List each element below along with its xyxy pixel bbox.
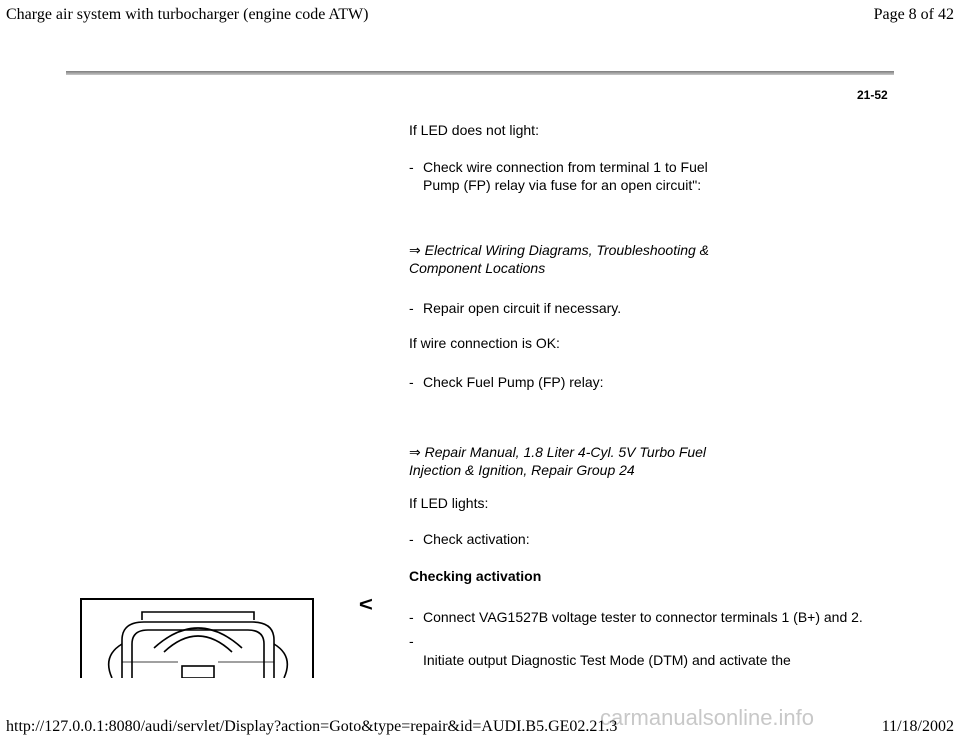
step-bullet: - — [409, 609, 414, 625]
step-bullet: - — [409, 531, 414, 547]
step-bullet: - — [409, 300, 414, 316]
page-number: 21-52 — [857, 88, 888, 102]
watermark-logo: carmanualsonline.info — [600, 705, 815, 730]
paragraph-led-lights: If LED lights: — [409, 495, 489, 511]
paragraph-led-not-lit: If LED does not light: — [409, 122, 539, 138]
step-bullet: - — [409, 374, 414, 390]
paragraph-wire-ok: If wire connection is OK: — [409, 335, 560, 351]
reference-arrow-icon: ⇒ — [409, 242, 421, 258]
figure-pointer-arrow-icon: < — [358, 594, 373, 616]
step-check-fuel-pump-relay: Check Fuel Pump (FP) relay: — [423, 374, 604, 390]
document-title: Charge air system with turbocharger (engine code ATW) — [6, 6, 369, 23]
reference-text-line2[interactable]: Component Locations — [409, 260, 546, 276]
step-connect-voltage-tester: Connect VAG1527B voltage tester to connector terminals 1 (B+) and 2. — [423, 609, 863, 625]
reference-text-line1: Repair Manual, 1.8 Liter 4-Cyl. 5V Turbo Fuel — [424, 444, 707, 460]
reference-text-line1: Electrical Wiring Diagrams, Troubleshooting & — [424, 242, 710, 258]
section-heading: Checking activation — [409, 568, 542, 584]
header-rule — [66, 71, 894, 75]
page-indicator: Page 8 of 42 — [873, 6, 954, 23]
reference-wiring-diagrams[interactable] — [409, 241, 709, 259]
step-check-activation: Check activation: — [423, 531, 530, 547]
connector-figure — [80, 598, 314, 678]
reference-arrow-icon: ⇒ — [409, 444, 421, 460]
reference-text-line2[interactable]: Injection & Ignition, Repair Group 24 — [409, 462, 635, 478]
step-check-wire-line1: Check wire connection from terminal 1 to Fuel — [423, 159, 708, 175]
step-initiate-dtm: Initiate output Diagnostic Test Mode (DTM) and activate the — [423, 652, 791, 668]
footer-url[interactable]: http://127.0.0.1:8080/audi/servlet/Display?action=Goto&type=repair&id=AUDI.B5.GE02.21.3 — [6, 718, 618, 735]
step-bullet: - — [409, 633, 414, 649]
connector-diagram-icon — [82, 600, 312, 678]
step-bullet: - — [409, 159, 414, 175]
step-repair-open-circuit: Repair open circuit if necessary. — [423, 300, 622, 316]
step-check-wire-line2: Pump (FP) relay via fuse for an open circuit": — [423, 177, 702, 193]
footer-date: 11/18/2002 — [881, 718, 954, 735]
reference-repair-manual[interactable] — [409, 443, 706, 461]
